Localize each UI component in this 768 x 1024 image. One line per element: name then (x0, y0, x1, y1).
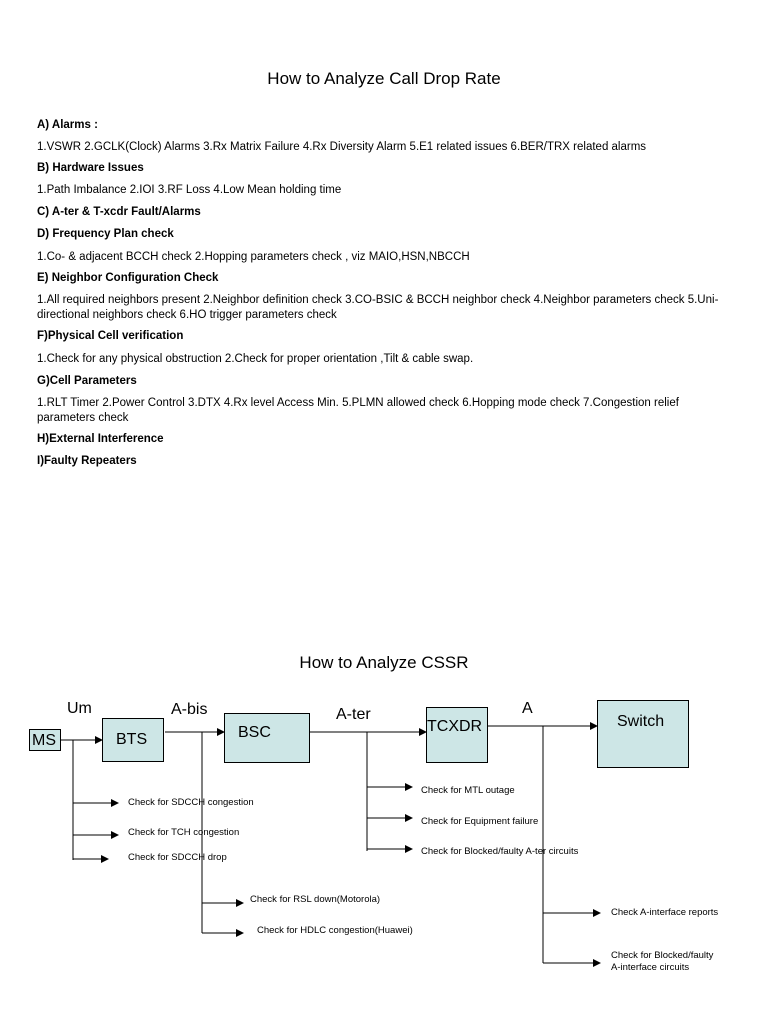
note-equipment-failure: Check for Equipment failure (421, 816, 539, 827)
interface-label-abis: A-bis (171, 701, 208, 718)
section-heading-hardware: B) Hardware Issues (37, 162, 144, 174)
node-ms: MS (29, 729, 61, 751)
note-mtl-outage: Check for MTL outage (421, 785, 515, 796)
interface-label-ater: A-ter (336, 706, 371, 723)
section-body-alarms: 1.VSWR 2.GCLK(Clock) Alarms 3.Rx Matrix Failure 4.Rx Diversity Alarm 5.E1 related issues 6.BER/TRX related alarms (37, 141, 647, 153)
node-switch: Switch (597, 700, 689, 768)
section-heading-alarms: A) Alarms : (37, 119, 98, 131)
page-title-call-drop: How to Analyze Call Drop Rate (267, 69, 501, 88)
node-bsc: BSC (224, 713, 310, 763)
section-heading-physical: F)Physical Cell verification (37, 330, 184, 342)
section-heading-ater: C) A-ter & T-xcdr Fault/Alarms (37, 206, 201, 218)
note-hdlc-congestion: Check for HDLC congestion(Huawei) (257, 925, 413, 936)
section-heading-cell-params: G)Cell Parameters (37, 375, 137, 387)
section-body-frequency: 1.Co- & adjacent BCCH check 2.Hopping parameters check , viz MAIO,HSN,NBCCH (37, 251, 470, 263)
note-sdcch-congestion: Check for SDCCH congestion (128, 797, 254, 808)
note-blocked-ater: Check for Blocked/faulty A-ter circuits (421, 846, 579, 857)
section-heading-repeaters: I)Faulty Repeaters (37, 455, 137, 467)
section-heading-frequency: D) Frequency Plan check (37, 228, 174, 240)
page-title-cssr: How to Analyze CSSR (299, 653, 469, 672)
section-body-neighbor: 1.All required neighbors present 2.Neighbor definition check 3.CO-BSIC & BCCH neighbor check 4.Neighbor parameters check 5.Uni-directional neighbors check 6.HO trigger parameters check (37, 294, 719, 321)
section-body-physical: 1.Check for any physical obstruction 2.Check for proper orientation ,Tilt & cable swap. (37, 353, 474, 365)
section-heading-interference: H)External Interference (37, 433, 164, 445)
note-sdcch-drop: Check for SDCCH drop (128, 852, 227, 863)
node-tcxdr: TCXDR (426, 707, 488, 763)
section-body-cell-params: 1.RLT Timer 2.Power Control 3.DTX 4.Rx level Access Min. 5.PLMN allowed check 6.Hopping mode check 7.Congestion relief parameters check (37, 397, 679, 424)
node-bts: BTS (102, 718, 164, 762)
note-tch-congestion: Check for TCH congestion (128, 827, 240, 838)
interface-label-um: Um (67, 700, 92, 717)
interface-label-a: A (522, 700, 533, 717)
section-heading-neighbor: E) Neighbor Configuration Check (37, 272, 219, 284)
note-blocked-a-line1: Check for Blocked/faulty (611, 950, 714, 961)
section-body-hardware: 1.Path Imbalance 2.IOI 3.RF Loss 4.Low Mean holding time (37, 184, 342, 196)
note-a-interface-reports: Check A-interface reports (611, 907, 719, 918)
note-blocked-a-line2: A-interface circuits (611, 962, 690, 973)
note-rsl-down: Check for RSL down(Motorola) (250, 894, 381, 905)
